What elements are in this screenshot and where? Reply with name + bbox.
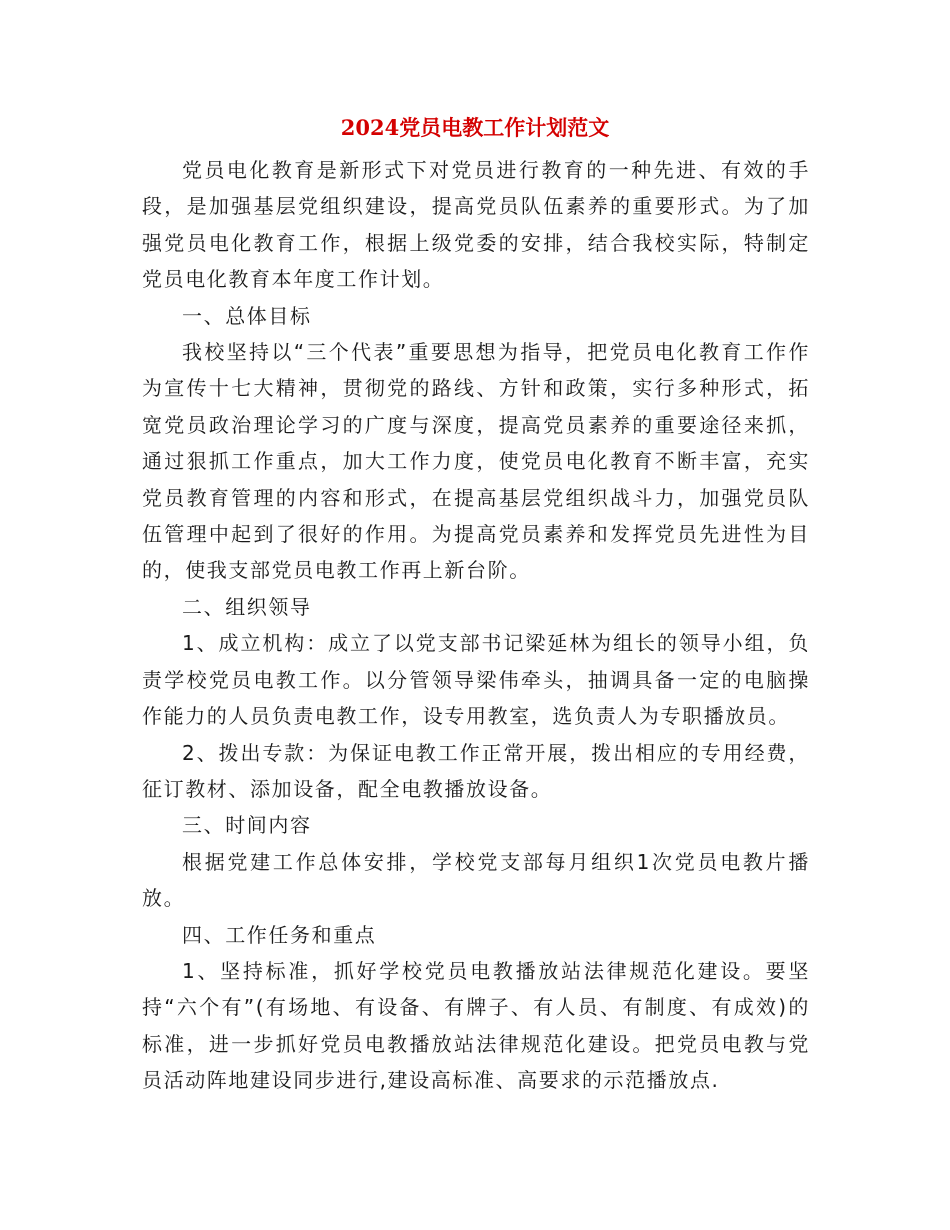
document-title: 2024党员电教工作计划范文 [340, 115, 610, 140]
time-content-paragraph: 根据党建工作总体安排，学校党支部每月组织1次党员电教片播放。 [142, 849, 810, 911]
organization-item-2: 2、拨出专款：为保证电教工作正常开展，拨出相应的专用经费，征订教材、添加设备，配全电教播放设备。 [142, 740, 810, 801]
section-heading-time-content: 三、时间内容 [182, 813, 312, 838]
section-heading-organization: 二、组织领导 [182, 594, 312, 619]
section-heading-overall-goal: 一、总体目标 [182, 303, 312, 328]
organization-item-1: 1、成立机构：成立了以党支部书记梁延林为组长的领导小组，负责学校党员电教工作。以分管领导梁伟牵头，抽调具备一定的电脑操作能力的人员负责电教工作，设专用教室，选负责人为专职播放员。 [142, 631, 810, 729]
tasks-item-1: 1、坚持标准，抓好学校党员电教播放站法律规范化建设。要坚持“六个有”(有场地、有设备、有牌子、有人员、有制度、有成效)的标准，进一步抓好党员电教播放站法律规范化建设。把党员电教与党员活动阵地建设同步进行,建设高标准、高要求的示范播放点. [142, 958, 810, 1093]
document-body [142, 152, 810, 1099]
intro-paragraph: 党员电化教育是新形式下对党员进行教育的一种先进、有效的手段，是加强基层党组织建设，提高党员队伍素养的重要形式。为了加强党员电化教育工作，根据上级党委的安排，结合我校实际，特制定党员电化教育本年度工作计划。 [142, 158, 810, 292]
overall-goal-paragraph: 我校坚持以“三个代表”重要思想为指导，把党员电化教育工作作为宣传十七大精神，贯彻党的路线、方针和政策，实行多种形式，拓宽党员政治理论学习的广度与深度，提高党员素养的重要途径来抓，通过狠抓工作重点，加大工作力度，使党员电化教育不断丰富，充实党员教育管理的内容和形式，在提高基层党组织战斗力，加强党员队伍管理中起到了很好的作用。为提高党员素养和发挥党员先进性为目的，使我支部党员电教工作再上新台阶。 [142, 340, 810, 583]
section-heading-tasks: 四、工作任务和重点 [182, 922, 377, 947]
